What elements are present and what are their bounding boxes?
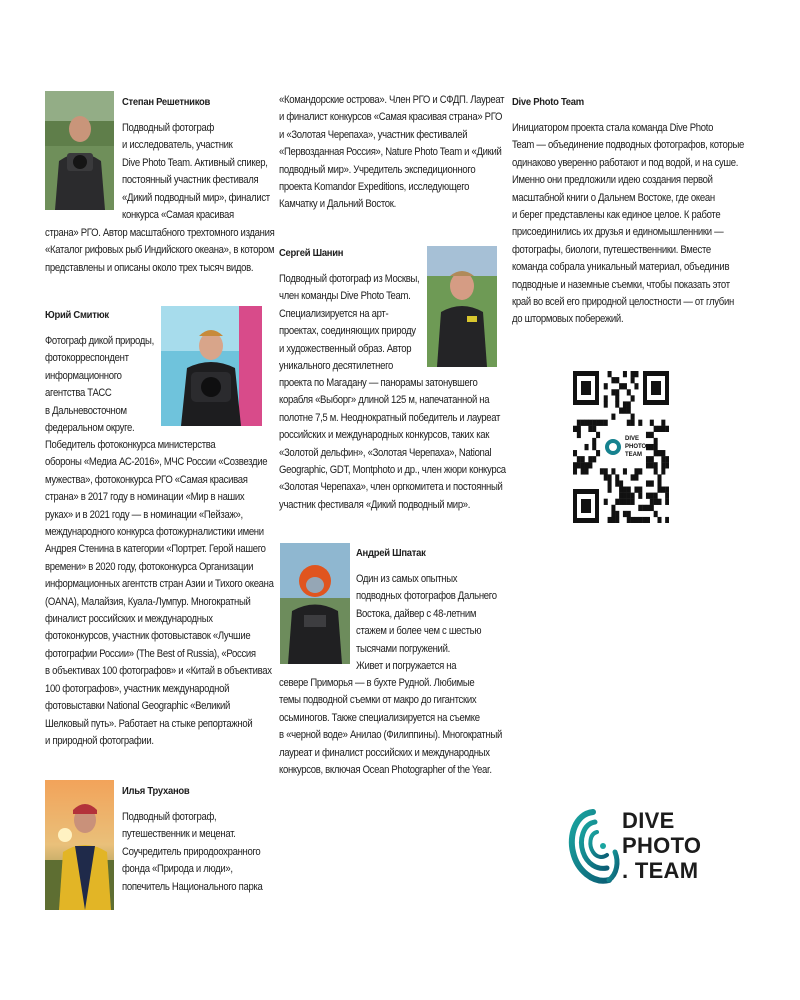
person-bio-continued: проекта по Магадану — панорамы затонувшего корабля «Выборг» длиной 125 м, напечатанной на полотне 7,5 м. Неоднократный победитель и лауреат российских и международных конкурсов, таких как «Золотой дельфин», «Золотая Черепаха», National Geographic, GDT, Montphoto и др., член жюри конкурса «Золотая Черепаха», член оргкомитета и постоянный участник фестиваля «Дикий подводный мир». [279, 377, 506, 511]
person-bio-continued: страна» РГО. Автор масштабного трехтомного издания «Каталог рифовых рыб Индийского океана», в котором представлены и описаны около трех тысяч видов. [45, 227, 275, 274]
person-bio-continued: севере Приморья — в бухте Рудной. Любимые темы подводной съемки от макро до гигантских осьминогов. Также специализируется на съемке в «черной воде» Анилао (Филиппины). Многократный лауреат и финалист российских и международных конкурсов, включая Ocean Photographer of the Year. [279, 677, 502, 777]
person-name: Сергей Шанин [279, 247, 344, 259]
person-bio-continued: Победитель фотоконкурса министерства обороны «Медиа АС-2016», МЧС России «Созвездие мужества», фотоконкурса РГО «Самая красивая страна» в 2017 году в номинации «Мир в наших руках» и в 2021 году — в номинации «Пейзаж», международного конкурса фотожурналистики имени Андрея Стенина в категории «Портрет. Герой нашего времени» в 2020 году, фотоконкурса Организации информационных агентств стран Азии и Тихого океана (OANA), Малайзия, Куала-Лумпур. Многократный финалист российских и международных фотоконкурсов, участник фотовыставок «Лучшие фотографии России» (The Best of Russia), «Россия в объективах 100 фотографов» и «Китай в объективах 100 фотографов», участник международной фотовыставки National Geographic «Великий Шелковый путь». Работает на стыке репортажной и природной фотографии. [45, 439, 274, 747]
section-title: Dive Photo Team [512, 96, 584, 108]
person-bio: Подводный фотограф и исследователь, участник Dive Photo Team. Активный спикер, постоянный участник фестиваля «Дикий подводный мир», финалист конкурса «Самая красивая [122, 122, 270, 222]
person-name: Андрей Шпатак [356, 547, 426, 559]
photo-stepan-reshetnikov [45, 91, 114, 210]
nautilus-logo-icon [565, 800, 621, 892]
photo-sergey-shanin [427, 246, 497, 367]
person-bio: Один из самых опытных подводных фотографов Дальнего Востока, дайвер с 48-летним стажем и более чем с шестью тысячами погружений. Живет и погружается на [356, 573, 497, 673]
person-name: Илья Труханов [122, 785, 190, 797]
qr-logo-line: DIVE [625, 436, 640, 442]
person-name: Степан Решетников [122, 96, 211, 108]
person-bio: Подводный фотограф, путешественник и меценат. Соучредитель природоохранного фонда «Природа и люди», попечитель Национального парка [122, 811, 263, 893]
qr-logo-line: PHOTO [625, 444, 647, 450]
photo-ilya-trukhanov [45, 780, 114, 910]
photo-andrey-shpatak [280, 543, 350, 664]
person-name: Юрий Смитюк [45, 309, 109, 321]
logo-wordmark: DIVE PHOTO . TEAM [622, 808, 702, 883]
qr-code[interactable] [573, 371, 669, 523]
person-bio: Подводный фотограф из Москвы, член команды Dive Photo Team. Специализируется на арт- проектах, соединяющих природу и художественный образ. Автор уникального десятилетнего [279, 273, 420, 373]
qr-logo-line: TEAM [625, 452, 642, 458]
dive-photo-team-logo [565, 800, 702, 896]
section-text: Инициатором проекта стала команда Dive Photo Team — объединение подводных фотографов, которые одинаково уверенно работают и под водой, и на суше. Именно они предложили идею создания первой масштабной книги о Дальнем Востоке, где океан и берег представлены как единое целое. К работе присоединились их друзья и единомышленники — фотографы, биологи, путешественники. Вместе команда собрала уникальный материал, объединив подводные и наземные съемки, чтобы показать этот край во всей его природной целостности — от глубин до штормовых побережий. [512, 122, 744, 326]
person-bio: Фотограф дикой природы, фотокорреспондент информационного агентства ТАСС в Дальневосточном федеральном округе. [45, 335, 154, 435]
photo-yuriy-smityuk [161, 306, 262, 426]
person-bio-continued: «Командорские острова». Член РГО и СФДП. Лауреат и финалист конкурсов «Самая красивая страна» РГО и «Золотая Черепаха», участник фестивалей «Первозданная Россия», Nature Photo Team и «Дикий подводный мир». Учредитель экспедиционного проекта Komandor Expeditions, исследующего Камчатку и Дальний Восток. [279, 94, 505, 211]
